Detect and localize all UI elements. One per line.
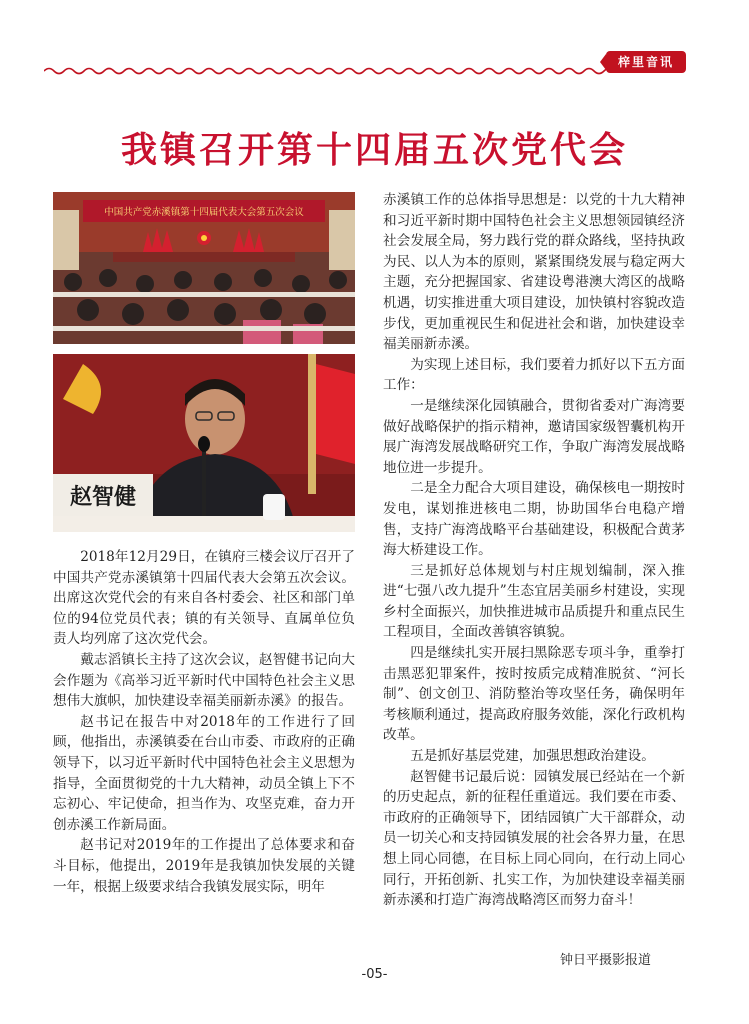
article-title: 我镇召开第十四届五次党代会 bbox=[120, 130, 628, 171]
paragraph: 五是抓好基层党建，加强思想政治建设。 bbox=[410, 748, 655, 765]
article-column-left bbox=[53, 547, 355, 897]
paragraph: 为实现上述目标，我们要着力抓好以下五方面工作： bbox=[383, 356, 685, 394]
paragraph: 赵书记对2019年的工作提出了总体要求和奋斗目标，他提出，2019年是我镇加快发展的关键一年，根据上级要求结合我镇发展实际，明年 bbox=[53, 837, 355, 895]
meeting-banner-text: 中国共产党赤溪镇第十四届代表大会第五次会议 bbox=[104, 207, 304, 218]
section-badge: 梓里音讯 bbox=[606, 51, 686, 73]
paragraph: 二是全力配合大项目建设，确保核电一期按时发电，谋划推进核电二期，协助国华台电稳产增售，支持广海湾战略平台基础建设，积极配合黄茅海大桥建设工作。 bbox=[383, 480, 685, 559]
wave-divider bbox=[44, 66, 614, 76]
photo-byline: 钟日平摄影报道 bbox=[560, 953, 652, 968]
paragraph: 赵智健书记最后说：园镇发展已经站在一个新的历史起点，新的征程任重道远。我们要在市委、市政府的正确领导下，团结园镇广大干部群众，动员一切关心和支持园镇发展的社会各界力量，在思想上同心同德，在目标上同心同向，在行动上同心同行，开拓创新、扎实工作，为加快建设幸福美丽新赤溪和打造广海湾战略湾区而努力奋斗！ bbox=[383, 768, 685, 909]
paragraph: 戴志滔镇长主持了这次会议，赵智健书记向大会作题为《高举习近平新时代中国特色社会主义思想伟大旗帜，加快建设幸福美丽新赤溪》的报告。 bbox=[53, 651, 355, 710]
paragraph-continued: 赤溪镇工作的总体指导思想是：以党的十九大精神和习近平新时期中国特色社会主义思想领园镇经济社会发展全局，努力践行党的群众路线，坚持执政为民、以人为本的原则，紧紧围绕发展与稳定两大主题，充分把握国家、省建设粤港澳大湾区的战略机遇，切实推进重大项目建设，加快镇村容貌改造步伐，更加重视民生和促进社会和谐，加快建设幸福美丽新赤溪。 bbox=[383, 192, 685, 353]
speaker-photo bbox=[53, 354, 355, 532]
article-column-right bbox=[383, 190, 685, 911]
page-number: -05- bbox=[361, 967, 388, 982]
paragraph: 赵书记在报告中对2018年的工作进行了回顾，他指出，赤溪镇委在台山市委、市政府的正确领导下，以习近平新时代中国特色社会主义思想为指导，全面贯彻党的十九大精神，动员全镇上下不忘初心、牢记使命，担当作为、攻坚克难，奋力开创赤溪工作新局面。 bbox=[53, 713, 355, 833]
paragraph: 2018年12月29日，在镇府三楼会议厅召开了中国共产党赤溪镇第十四届代表大会第五次会议。出席这次党代会的有来自各村委会、社区和部门单位的94位党员代表；镇的有关领导、直属单位负责人均列席了这次党代会。 bbox=[53, 549, 355, 648]
meeting-hall-photo bbox=[53, 192, 355, 344]
paragraph: 一是继续深化园镇融合，贯彻省委对广海湾要做好战略保护的指示精神，邀请国家级智囊机构开展广海湾发展战略研究工作，争取广海湾发展战略地位进一步提升。 bbox=[383, 397, 685, 476]
nameplate-text: 赵智健 bbox=[69, 485, 137, 510]
paragraph: 四是继续扎实开展扫黑除恶专项斗争，重拳打击黑恶犯罪案件，按时按质完成精准脱贫、“河长制”、创文创卫、消防整治等攻坚任务，确保明年考核顺利通过，提高政府服务效能，深化行政机构改革。 bbox=[383, 645, 685, 744]
paragraph: 三是抓好总体规划与村庄规划编制，深入推进“七强八改九提升”生态宜居美丽乡村建设，实现乡村全面振兴，加快推进城市品质提升和重点民生工程项目，全面改善镇容镇貌。 bbox=[383, 562, 685, 641]
